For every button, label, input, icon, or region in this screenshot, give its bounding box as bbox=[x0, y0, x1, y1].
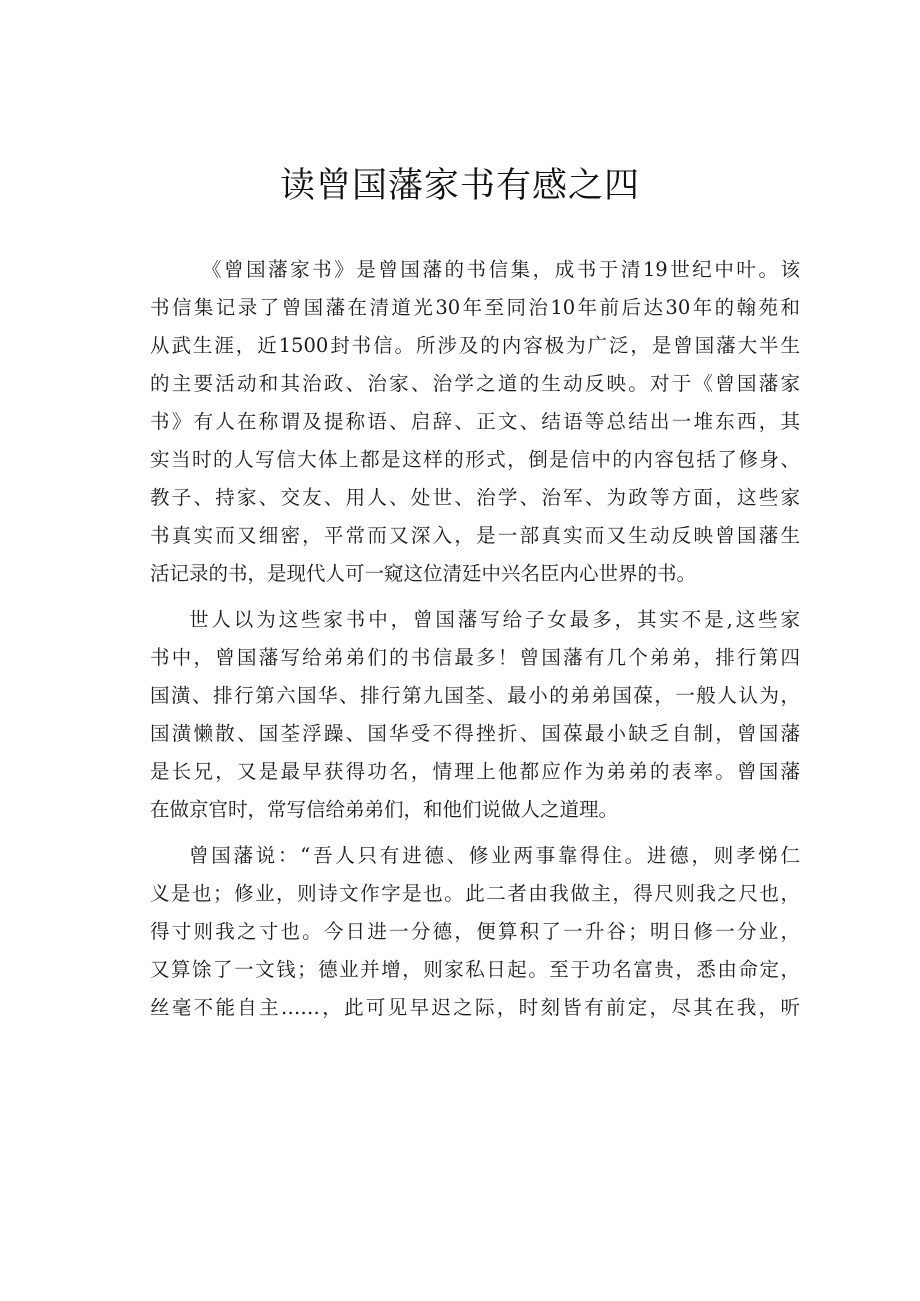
paragraph-1 bbox=[150, 251, 800, 593]
paragraph-line: 书信集记录了曾国藩在清道光30年至同治10年前后达30年的翰苑和 bbox=[150, 296, 800, 319]
paragraph-line: 得寸则我之寸也。今日进一分德，便算积了一升谷；明日修一分业， bbox=[150, 920, 800, 943]
paragraph-line: 国潢、排行第六国华、排行第九国荃、最小的弟弟国葆，一般人认为， bbox=[150, 684, 800, 707]
paragraph-line: 又算馀了一文钱；德业并增，则家私日起。至于功名富贵，悉由命定， bbox=[150, 958, 800, 981]
paragraph-line: 的主要活动和其治政、治家、治学之道的生动反映。对于《曾国藩家 bbox=[150, 372, 800, 395]
paragraph-line: 《曾国藩家书》是曾国藩的书信集，成书于清19世纪中叶。该 bbox=[202, 258, 800, 281]
paragraph-line: 曾国藩说：“吾人只有进德、修业两事靠得住。进德，则孝悌仁 bbox=[189, 844, 800, 867]
paragraph-line: 实当时的人写信大体上都是这样的形式，倒是信中的内容包括了修身、 bbox=[150, 448, 800, 471]
paragraph-line: 在做京官时，常写信给弟弟们，和他们说做人之道理。 bbox=[150, 798, 619, 821]
paragraph-line: 国潢懒散、国荃浮躁、国华受不得挫折、国葆最小缺乏自制，曾国藩 bbox=[150, 722, 800, 745]
paragraph-line: 活记录的书，是现代人可一窥这位清廷中兴名臣内心世界的书。 bbox=[150, 562, 697, 585]
document-title: 读曾国藩家书有感之四 bbox=[279, 166, 640, 206]
paragraph-3 bbox=[150, 837, 800, 1027]
paragraph-line: 教子、持家、交友、用人、处世、治学、治军、为政等方面，这些家 bbox=[150, 486, 800, 509]
paragraph-line: 书真实而又细密，平常而又深入，是一部真实而又生动反映曾国藩生 bbox=[150, 524, 800, 547]
paragraph-line: 义是也；修业，则诗文作字是也。此二者由我做主，得尺则我之尺也， bbox=[150, 882, 800, 905]
paragraph-line: 从武生涯，近1500封书信。所涉及的内容极为广泛，是曾国藩大半生 bbox=[150, 334, 800, 357]
paragraph-line: 是长兄，又是最早获得功名，情理上他都应作为弟弟的表率。曾国藩 bbox=[150, 760, 800, 783]
paragraph-line: 丝毫不能自主……，此可见早迟之际，时刻皆有前定，尽其在我，听 bbox=[150, 996, 800, 1019]
paragraph-line: 书中，曾国藩写给弟弟们的书信最多！曾国藩有几个弟弟，排行第四 bbox=[150, 646, 800, 669]
paragraph-line: 书》有人在称谓及提称语、启辞、正文、结语等总结出一堆东西，其 bbox=[150, 410, 800, 433]
paragraph-2 bbox=[150, 601, 800, 829]
paragraph-line: 世人以为这些家书中，曾国藩写给子女最多，其实不是,这些家 bbox=[189, 608, 800, 631]
document-body bbox=[150, 251, 800, 1035]
